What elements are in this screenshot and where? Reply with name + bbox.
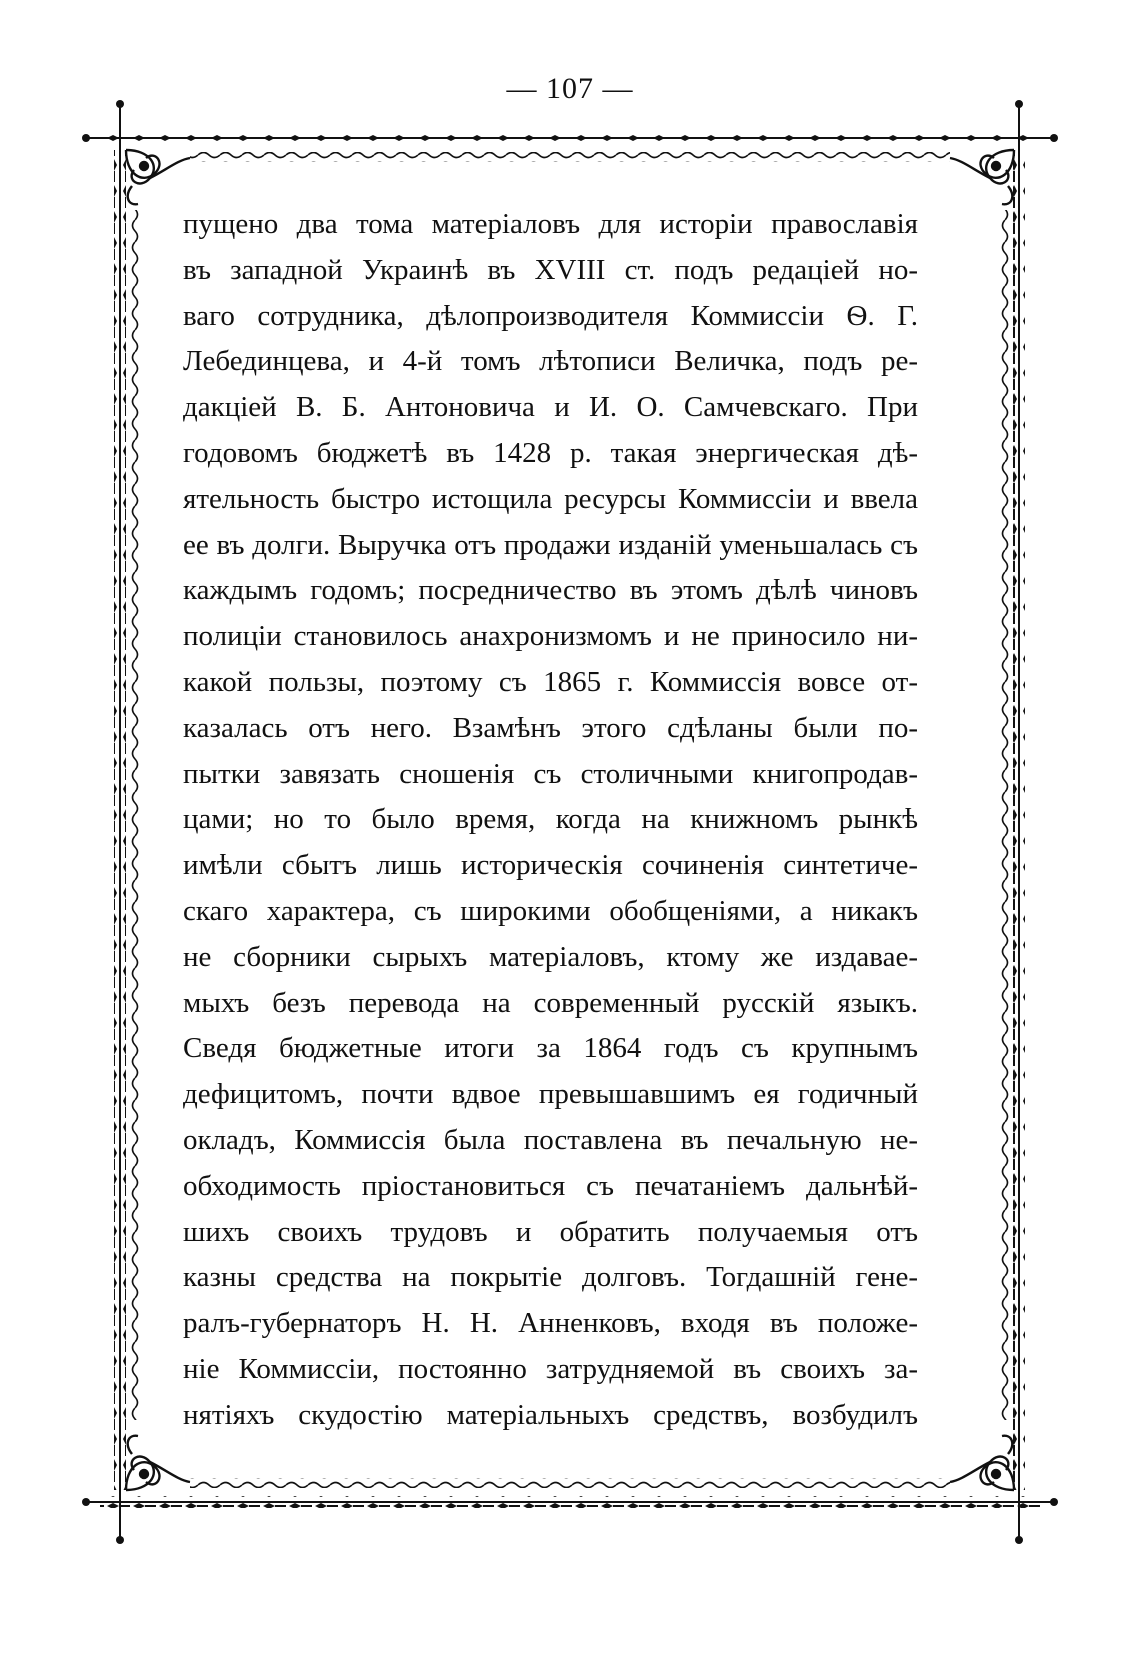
corner-flourish-bottom-left — [126, 1436, 190, 1490]
text-line: имѣли сбытъ лишь историческія сочиненія синтетиче- — [183, 849, 918, 882]
text-line: ваго сотрудника, дѣлопроизводителя Коммиссіи Ѳ. Г. — [183, 299, 918, 332]
text-line: скаго характера, съ широкими обобщеніями, а никакъ — [183, 894, 918, 927]
bottom-chain-border — [86, 1496, 1054, 1508]
body-text — [183, 202, 918, 1439]
text-line: въ западной Украинѣ въ XVIII ст. подъ редаціей но- — [183, 253, 918, 286]
text-line: полиціи становилось анахронизмомъ и не приносило ни- — [183, 620, 918, 653]
text-line: Сведя бюджетные итоги за 1864 годъ съ крупнымъ — [183, 1032, 918, 1065]
corner-flourish-bottom-right — [950, 1436, 1014, 1490]
text-line: ятельность быстро истощила ресурсы Коммиссіи и ввела — [183, 482, 918, 515]
page-number: — 107 — — [506, 72, 634, 105]
text-line: каждымъ годомъ; посредничество въ этомъ дѣлѣ чиновъ — [183, 574, 918, 607]
text-line: дакціей В. Б. Антоновича и И. О. Самчевскаго. При — [183, 391, 918, 424]
right-chain-border — [1013, 104, 1025, 1540]
top-chain-border — [86, 132, 1054, 144]
text-line: обходимость пріостановиться съ печатаніемъ дальнѣй- — [183, 1169, 918, 1202]
text-line: цами; но то было время, когда на книжномъ рынкѣ — [183, 803, 918, 836]
text-line: окладъ, Коммиссія была поставлена въ печальную не- — [183, 1123, 918, 1156]
corner-flourish-top-left — [126, 150, 190, 204]
text-line: ее въ долги. Выручка отъ продажи изданій уменьшалась съ — [183, 528, 918, 561]
left-chain-border — [114, 104, 126, 1540]
text-line: Лебединцева, и 4-й томъ лѣтописи Величка, подъ ре- — [183, 345, 918, 378]
text-line: казны средства на покрытіе долговъ. Тогдашній гене- — [183, 1261, 918, 1294]
text-line: казалась отъ него. Взамѣнъ этого сдѣланы были по- — [183, 711, 918, 744]
text-line: не сборники сырыхъ матеріаловъ, ктому же издавае- — [183, 940, 918, 973]
text-line: ралъ-губернаторъ Н. Н. Анненковъ, входя въ положе- — [183, 1307, 918, 1340]
text-line: годовомъ бюджетѣ въ 1428 р. такая энергическая дѣ- — [183, 436, 918, 469]
text-line: шихъ своихъ трудовъ и обратить получаемыя отъ — [183, 1215, 918, 1248]
text-line: дефицитомъ, почти вдвое превышавшимъ ея годичный — [183, 1078, 918, 1111]
text-line: мыхъ безъ перевода на современный русскій языкъ. — [183, 986, 918, 1019]
text-line: какой пользы, поэтому съ 1865 г. Коммиссія вовсе от- — [183, 665, 918, 698]
text-line: пущено два тома матеріаловъ для исторіи православія — [183, 208, 918, 240]
text-line: ніе Коммиссіи, постоянно затрудняемой въ своихъ за- — [183, 1352, 918, 1385]
text-line: пытки завязать сношенія съ столичными книгопродав- — [183, 757, 918, 790]
corner-flourish-top-right — [950, 150, 1014, 204]
text-line: нятіяхъ скудостію матеріальныхъ средствъ, возбудилъ — [183, 1398, 918, 1431]
